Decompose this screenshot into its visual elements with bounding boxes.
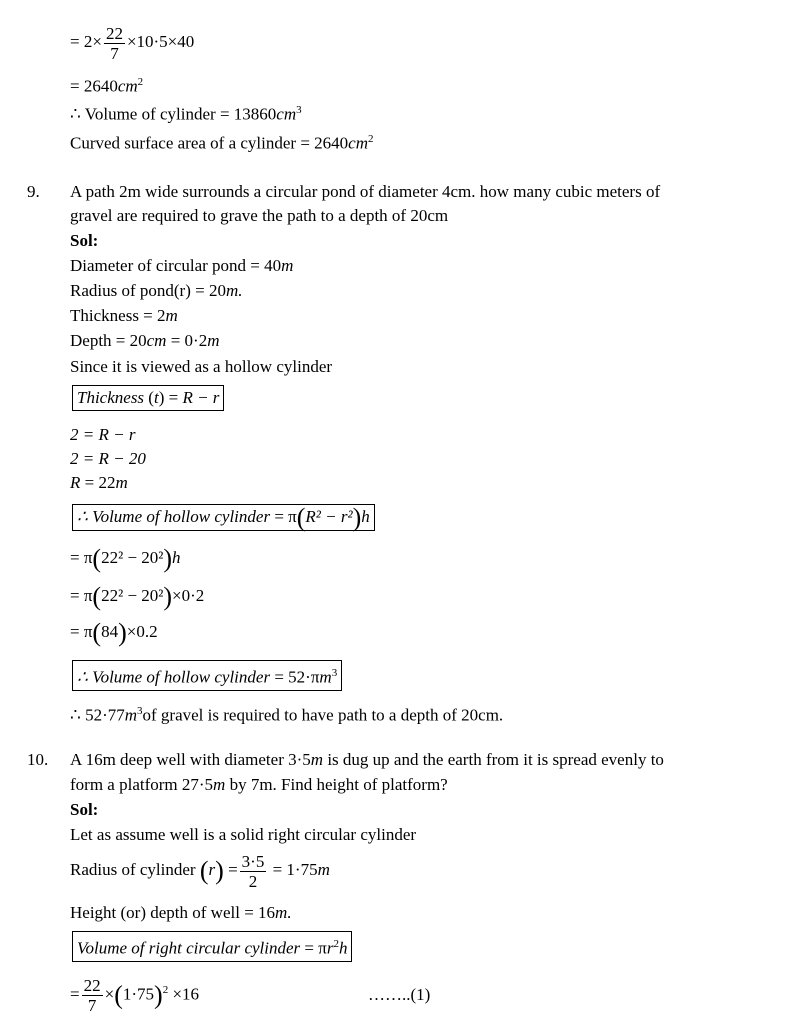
q9-eq-3 (70, 472, 128, 494)
text: = 52·π (270, 667, 320, 687)
text: R − r (182, 388, 220, 407)
text: 22² − 20² (101, 548, 164, 567)
volume-text: ∴ Volume of cylinder = 13860 (70, 104, 277, 124)
eq-suffix: ×10·5×40 (126, 32, 195, 51)
sup: 3 (331, 667, 338, 679)
volume-sup: 3 (296, 104, 302, 116)
unit: m (310, 750, 324, 769)
q9-thickness-line (70, 305, 178, 327)
unit: m (213, 775, 226, 794)
text: ) (163, 582, 173, 611)
hollow-volume-result-box (72, 660, 342, 691)
cylinder-volume-formula-box (72, 931, 352, 962)
volume-unit: cm (276, 104, 297, 124)
q9-calc-3 (70, 618, 158, 647)
text: h (172, 548, 181, 567)
text: ( (92, 582, 102, 611)
text: = π (300, 938, 327, 958)
text: ) (215, 856, 224, 885)
text: ) (154, 980, 163, 1010)
eq-sup: 2 (137, 76, 144, 88)
q9-depth-line (70, 330, 220, 352)
text: ∴ 52·77 (70, 705, 125, 725)
eq-line-1 (70, 22, 194, 63)
text: Depth = 20 (70, 331, 147, 350)
text: Thickness = 2 (70, 306, 166, 325)
question-number-10: 10. (27, 750, 49, 769)
q9-eq-2: 2 = R − 20 (70, 449, 146, 468)
text: = (70, 984, 80, 1004)
unit: m (165, 306, 178, 325)
text: r (326, 938, 334, 958)
sup: 2 (333, 938, 339, 950)
text: ) (118, 618, 127, 647)
unit: m. (275, 903, 292, 922)
volume-cylinder-line (70, 99, 302, 126)
text: R (70, 473, 81, 492)
text: = π (270, 507, 297, 526)
text: = π (70, 622, 93, 641)
text: Thickness (77, 388, 145, 407)
text: r (208, 860, 216, 879)
fraction-numerator: 22 (105, 23, 123, 43)
fraction-3-5-over-2 (240, 852, 267, 891)
csa-text: Curved surface area of a cylinder = 2640 (70, 133, 349, 153)
q9-calc-1 (70, 544, 181, 573)
text: ∴ Volume of hollow cylinder (77, 507, 271, 526)
unit: m (115, 473, 128, 492)
text: ×0.2 (126, 622, 158, 641)
eq-value: = 2640 (70, 76, 118, 96)
text: ×16 (168, 984, 200, 1004)
text: h (338, 938, 348, 958)
q10-height-line (70, 902, 292, 924)
csa-unit: cm (348, 133, 368, 153)
q9-radius-line (70, 280, 243, 302)
text: ( (92, 544, 102, 573)
fraction-numerator: 3·5 (241, 851, 265, 871)
q9-calc-2 (70, 582, 205, 611)
text: ) (352, 503, 362, 532)
unit: m (317, 860, 330, 879)
text: ×0·2 (172, 586, 205, 605)
text: × (104, 984, 115, 1004)
text: Height (or) depth of well = 16 (70, 903, 276, 922)
question-number-9: 9. (27, 182, 40, 201)
csa-sup: 2 (368, 133, 374, 145)
text: Radius of pond(r) = 20 (70, 281, 226, 300)
text: of gravel is required to have path to a depth of 20cm. (142, 705, 504, 725)
text: t (153, 388, 159, 407)
text: ( (296, 503, 306, 532)
thickness-formula-box (72, 385, 224, 411)
eq-prefix: = 2× (70, 32, 102, 51)
text: = π (70, 548, 93, 567)
text: A 16m deep well with diameter 3·5 (70, 750, 311, 769)
hollow-volume-formula-box (72, 504, 375, 531)
q10-calc-1 (70, 970, 199, 1016)
text: ( (144, 388, 154, 407)
text: h (361, 507, 370, 526)
fraction-denominator: 2 (248, 871, 258, 891)
text: = 22 (80, 473, 116, 492)
sup: 3 (137, 705, 143, 717)
unit: m (319, 667, 332, 687)
text: = 1·75 (268, 860, 318, 879)
csa-line (70, 128, 374, 155)
q9-conclusion (70, 700, 503, 727)
unit: m (281, 256, 294, 275)
text: Diameter of circular pond = 40 (70, 256, 282, 275)
eq-line-2 (70, 71, 143, 98)
text: = π (70, 586, 93, 605)
text: = (223, 860, 238, 879)
q9-hollow-note: Since it is viewed as a hollow cylinder (70, 357, 333, 376)
text: form a platform 27·5 (70, 775, 214, 794)
text: R² − r² (305, 507, 353, 526)
text: = 0·2 (166, 331, 208, 350)
fraction-denominator: 7 (87, 996, 97, 1016)
text: ) = (158, 388, 183, 407)
eq-unit: cm (117, 76, 138, 96)
fraction-22-7 (104, 24, 125, 63)
unit: m. (225, 281, 243, 300)
equation-reference-1: ……..(1) (368, 985, 431, 1004)
q10-sol-label: Sol: (70, 800, 99, 819)
sup: 2 (162, 984, 169, 996)
q10-assumption: Let as assume well is a solid right circular cylinder (70, 825, 417, 844)
q10-radius-line (70, 850, 330, 891)
q10-text-line-1 (70, 749, 664, 771)
q9-text-line-2: gravel are required to grave the path to a depth of 20cm (70, 206, 449, 225)
fraction-22-7 (82, 976, 103, 1015)
text: ( (199, 856, 209, 885)
text: by 7m. Find height of platform? (225, 775, 448, 794)
text: ∴ Volume of hollow cylinder (77, 667, 271, 687)
unit: m (207, 331, 220, 350)
text: ) (163, 544, 173, 573)
q10-text-line-2 (70, 774, 448, 796)
text: ( (92, 618, 102, 647)
unit: cm (146, 331, 167, 350)
text: Radius of cylinder (70, 860, 196, 879)
text: ( (114, 980, 123, 1010)
unit: m (124, 705, 138, 725)
text: 22² − 20² (101, 586, 164, 605)
q9-diameter-line (70, 255, 293, 277)
text: is dug up and the earth from it is spread evenly to (323, 750, 664, 769)
fraction-numerator: 22 (83, 976, 101, 996)
q9-eq-1: 2 = R − r (70, 425, 136, 444)
fraction-denominator: 7 (110, 43, 119, 63)
q9-sol-label: Sol: (70, 231, 99, 250)
text: 84 (101, 622, 119, 641)
text: 1·75 (122, 984, 155, 1004)
text: Volume of right circular cylinder (77, 938, 301, 958)
q9-text-line-1: A path 2m wide surrounds a circular pond of diameter 4cm. how many cubic meters of (70, 182, 661, 201)
